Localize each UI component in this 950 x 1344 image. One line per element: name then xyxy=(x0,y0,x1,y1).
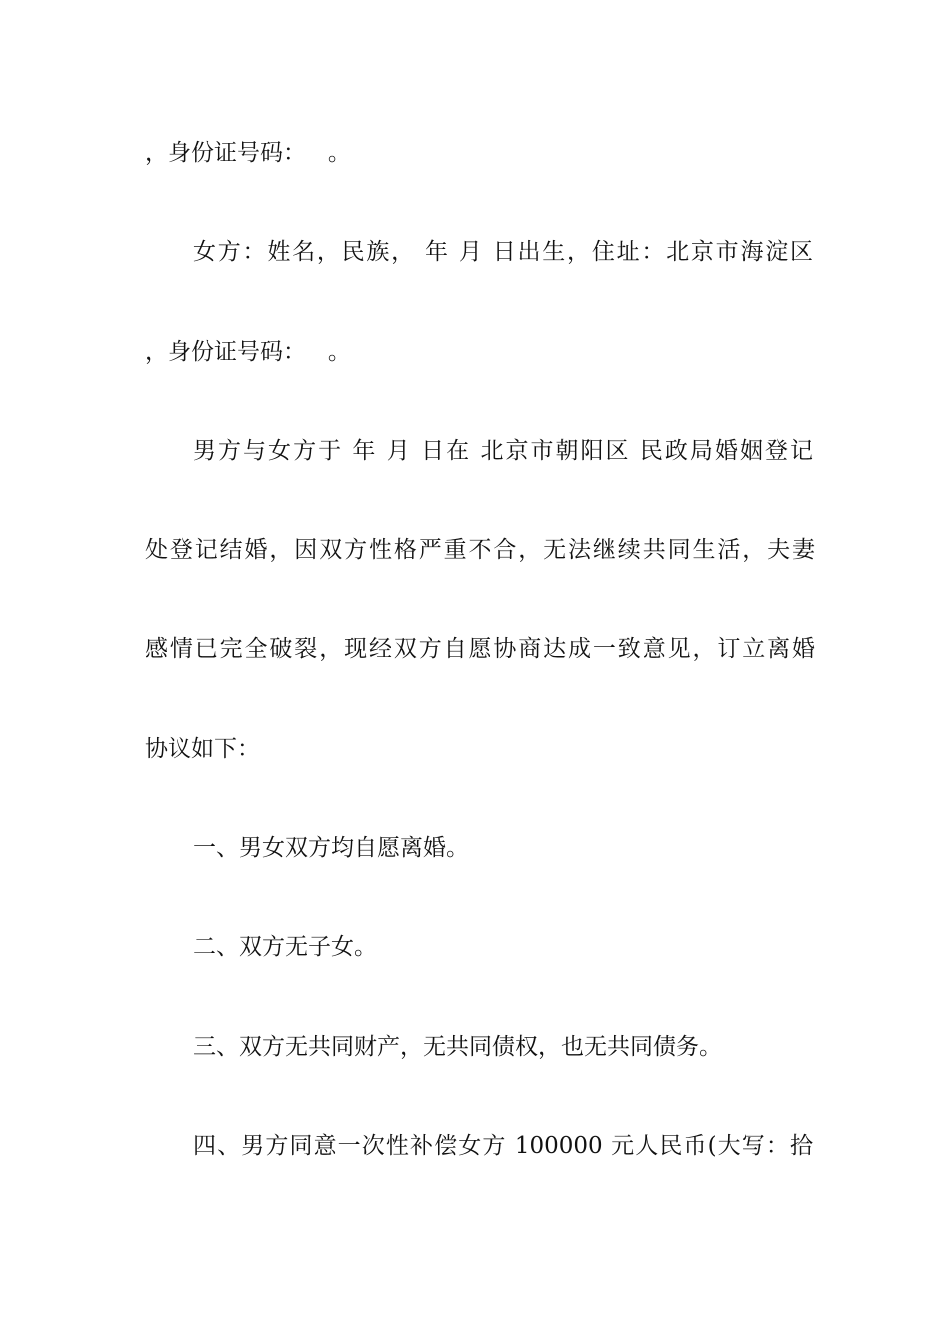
clause-4: 四、男方同意一次性补偿女方 100000 元人民币(大写：拾 xyxy=(193,1133,813,1159)
text-line-marriage-registration: 男方与女方于 年 月 日在 北京市朝阳区 民政局婚姻登记 xyxy=(193,438,813,464)
text-line-id-male: ，身份证号码： 。 xyxy=(145,140,351,166)
clause-2: 二、双方无子女。 xyxy=(193,934,377,960)
text-line-id-female: ，身份证号码： 。 xyxy=(145,339,351,365)
clause-3: 三、双方无共同财产，无共同债权，也无共同债务。 xyxy=(193,1034,722,1060)
clause-1: 一、男女双方均自愿离婚。 xyxy=(193,835,469,861)
text-line-marriage-reason: 处登记结婚，因双方性格严重不合，无法继续共同生活，夫妻 xyxy=(145,537,815,563)
text-line-agreement-heading: 协议如下： xyxy=(145,736,260,762)
text-line-agreement-intro: 感情已完全破裂，现经双方自愿协商达成一致意见，订立离婚 xyxy=(145,636,815,662)
text-line-female-info: 女方：姓名，民族， 年 月 日出生，住址：北京市海淀区 xyxy=(193,239,813,265)
